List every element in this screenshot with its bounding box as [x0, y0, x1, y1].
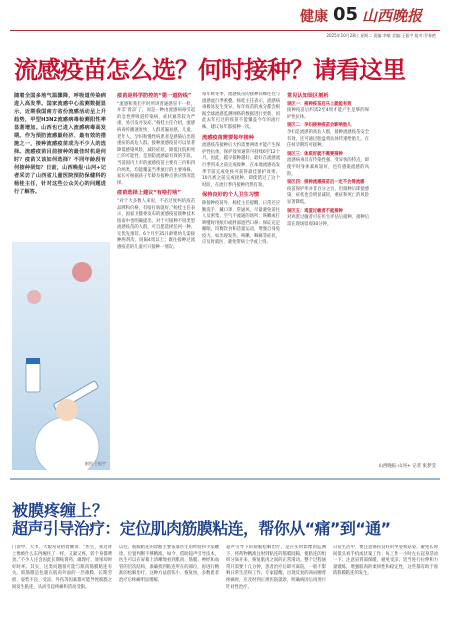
bottom-column-2: 以往，筋膜粘连的诊断主要依靠医生的经验和手法触诊，位置判断不够精准。如今，借助超声引导技术，医生可以在屏幕上清晰地看到肌肉、筋膜、神经和血管的层次结构，准确找到粘连所在的部位，再进行精准的松解治疗。这种方法创伤小、恢复快，多数患者治疗后疼痛明显缓解。 — [119, 545, 219, 583]
date-line: 2025年10月28日 星期二 责编:李敏 美编:王振宇 组对:乔春艳 — [326, 33, 436, 38]
header-rule — [10, 30, 440, 31]
subheading: 常见认知误区剖析 — [287, 93, 329, 99]
body-text: 疫苗保护率并非百分之百，但接种后即使感染，症状也会明显减轻，重症和死亡的风险显著降低。 — [287, 186, 369, 205]
myth-heading: 误区二：孕妇接种疫苗会影响胎儿 — [287, 123, 352, 129]
body-text: 每年秋冬季，流感疫苗的接种高峰往往与流感流行季重叠。杨桂主任表示，流感病毒极易发生变异，每年疫苗的成分都会根据全球流感监测网络的数据进行更新，因此去年打过的疫苗不能覆盖今年的流行株，建议每年都接种一次。 — [202, 92, 280, 130]
lead-paragraph: 随着全国多地气温骤降，呼吸道传染病进入高发季。国家流感中心监测数据显示，近期我国南方省份流感活动呈上升趋势，甲型H3N2流感病毒检测阳性率显著增加。山西也已进入流感病毒高发期。作为预防流感最经济、最有效的措施之一，接种流感疫苗成为不少人的选择。流感疫苗目前接种的最佳时机是何时？疫苗又该如何选择？不同年龄段有何接种须知？日前，山西晚报·山河+记者采访了山西省儿童医院预防保健科的杨桂主任，针对这些公众关心的问题进行了解答。 — [14, 93, 106, 195]
section-name: 健康 — [300, 9, 328, 25]
doctor-head — [56, 399, 78, 421]
body-text: 除接种疫苗外，杨桂主任提醒，日常还应勤洗手、戴口罩、常通风，尽量避免前往人员密集、空气不流通的场所；咳嗽或打喷嚏时用纸巾或肘部遮挡口鼻；保证充足睡眠、均衡饮食和适量运动，增强自身免疫力。如出现发热、咳嗽、咽痛等症状，应及时就医，避免带病上学或上班。 — [202, 200, 280, 246]
article-column-2 — [117, 92, 195, 472]
subheading: 保持良好的个人卫生习惯 — [202, 192, 260, 199]
virus-icon — [72, 262, 92, 282]
article-illustration — [12, 242, 110, 470]
body-text: “对于大多数人来说，不必过度纠结疫苗品牌和价格，有啥打啥就好。”杨桂主任表示，国家卫健委发布的流感疫苗接种技术指南中也明确提出，对于可接种不同类型流感疫苗的人群，可自愿选择任何一种，无优先推荐。6个月至35月龄婴幼儿需接种两剂次，间隔4周以上；既往接种过流感疫苗的儿童可只接种一剂次。 — [117, 198, 195, 251]
bottom-headline: 超声引导治疗：定位肌肉筋膜粘连，帮你从“痛”到“通” — [12, 519, 391, 538]
article-column-3 — [202, 92, 280, 472]
myth-heading: 误区三：体质好就不需要接种 — [287, 151, 343, 157]
paper-logo: 山西晚报 — [362, 7, 423, 25]
body-text: 接种疫苗后约需2至4周才能产生足够的保护性抗体。 — [287, 108, 369, 120]
page-header — [0, 0, 450, 40]
section-divider — [10, 478, 440, 480]
vaccine-vial-cap — [26, 358, 40, 364]
vaccine-vial-icon — [26, 362, 40, 392]
page-number: 05 — [333, 4, 359, 25]
body-text: “流感和我们平时所讲普通感冒不一样，并非‘着凉’了，而是一种由流感病毒引起的急性呼吸道传染病，症状通常较为严重，易引发并发症。”杨桂主任介绍，流感病毒传播速度快，人群普遍易感，儿童、老年人、孕妇和慢性病患者是感染后出现重症的高危人群。接种流感疫苗可以显著降低感染风险，减轻症状，降低住院和死亡的可能性，是预防流感最有效的手段。当前国内上市的流感疫苗主要有三价和四价两类，均能覆盖当季流行的主要毒株，家长可根据孩子年龄及接种点供应情况选择。 — [117, 101, 195, 186]
myth-heading: 误区一：接种疫苗后马上就能有效 — [287, 101, 352, 107]
article-column-4 — [287, 92, 369, 472]
photo-credit: 制图 王振宇 — [84, 461, 106, 466]
subheading: 疫苗是科学防控的“第一道防线” — [117, 93, 192, 99]
body-text: 对鸡蛋过敏者可在医生评估后接种，接种后需在现场留观30分钟。 — [287, 215, 369, 227]
bottom-column-4: 日常生活中，要注意保持良好的坐姿和站姿，避免长时间低头看手机或伏案工作；每工作一小时左右起身活动一下；注意肩背部保暖，避免受凉；适当进行拉伸和力量锻炼，增强肌肉的柔韧性和稳定性，这些都有助于预防筋膜粘连的发生。 — [333, 545, 438, 577]
subheading: 疫苗选择上建议“有啥打啥” — [117, 190, 181, 197]
body-text: 流感疫苗接种后大约需要两周才能产生保护性抗体，保护效果通常可持续6至12个月。因此，越早接种越好，最好在流感流行季到来之前完成接种，在本地流感高发季节前完成免疫可获得最佳保护效果。10月底之前完成接种，即使错过了这个时段，在流行季内接种仍然有效。 — [202, 143, 280, 188]
body-text: 孕妇是流感的高危人群，接种流感疫苗安全有效，还可通过胎盘将抗体传递给胎儿，在任何孕期均可接种。 — [287, 129, 369, 149]
byline: 山西晚报·山河+ 记者 张梦莹 — [378, 464, 436, 469]
myth-heading: 误区四：接种流感疫苗后一定不会得流感 — [287, 180, 365, 186]
bottom-kicker: 被膜疼缠上？ — [12, 501, 109, 520]
myth-heading: 误区五：鸡蛋过敏者不能接种 — [287, 208, 343, 214]
body-text: 流感病毒具有传染性强、变异快的特点，即使平时身体素质较好，也有感染流感的风险。 — [287, 158, 369, 177]
bottom-column-3: 超声引导下的筋膜松解治疗，是在实时影像的监测下，将药物精准注射到粘连的筋膜间隙，使粘连的组织分离开来，恢复肌肉之间的正常滑动。整个过程通常只需要十几分钟，患者治疗后即可离院，一般不影响日常生活和工作。专家提醒，出现反复的颈肩腰背疼痛时，应及时到正规医院就诊，明确病因后再进行针对性治疗。 — [226, 545, 326, 590]
subheading: 流感疫苗需要每年接种 — [202, 134, 254, 141]
virus-icon — [27, 290, 41, 304]
vaccine-illustration — [12, 242, 110, 470]
bottom-column-1: 门诊中，大爷、大娘常常捂着腰说：“医生，我这背上像被什么东西缠住了一样，又紧又疼，转个身都费劲。”不少人还会因此长期贴膏药、做理疗，效果却时好时坏。其实，这类问题很可能与肌肉筋膜粘连有关。肌筋膜是包裹在肌肉外面的一层薄膜，长期劳损、姿势不良、受凉、外伤等因素都可能导致筋膜之间发生粘连，从而引起疼痛和活动受限。 — [12, 545, 112, 590]
headline: 流感疫苗怎么选？何时接种？请看这里 — [14, 56, 405, 84]
